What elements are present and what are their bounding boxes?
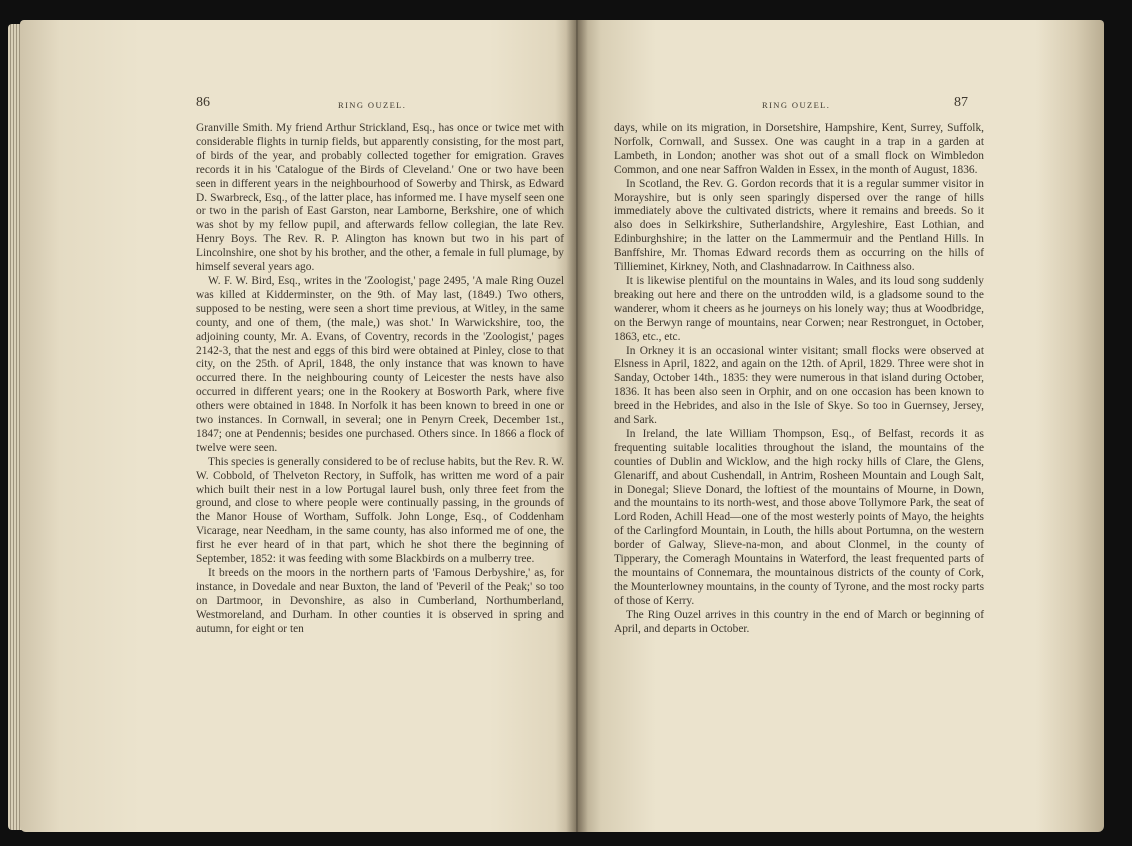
left-page-text <box>196 122 564 637</box>
paragraph: In Scotland, the Rev. G. Gordon records that it is a regular summer visitor in Morayshire, but is only seen sparingly dispersed over the range of hills immediately above the cultivated districts, where it remains and breeds. So it also does in Selkirkshire, Sutherlandshire, Argyleshire, East Lothian, and Edinburghshire; in the latter on the Lammermuir and the Pentland Hills. In Banffshire, Mr. Thomas Edward records them as occurring on the hills of Tillieminet, Kirkney, Noth, and Clashnadarrow. In Caithness also. <box>614 177 984 274</box>
paragraph: It breeds on the moors in the northern parts of 'Famous Derbyshire,' as, for instance, in Dovedale and near Buxton, the land of 'Peveril of the Peak;' so too on Dartmoor, in Devonshire, as also in Cumberland, Northumberland, Westmoreland, and Durham. In other counties it is observed in spring and autumn, for eight or ten <box>196 567 564 635</box>
paragraph: The Ring Ouzel arrives in this country in the end of March or beginning of April, and departs in October. <box>614 608 984 635</box>
paragraph: Granville Smith. My friend Arthur Strickland, Esq., has once or twice met with considerable flights in turnip fields, but apparently consisting, for the most part, of birds of the year, and probably collected together for emigration. Graves records it in his 'Catalogue of the Birds of Cleveland.' One or two have been seen in different years in the neighbourhood of Sowerby and Thirsk, as Edward D. Swarbreck, Esq., of the latter place, has informed me. I have myself seen one or two in the parish of East Garston, near Lamborne, Berkshire, one of which was shot by my fellow pupil, and afterwards fellow collegian, the late Rev. Henry Boys. The Rev. R. P. Alington has known but two in his part of Lincolnshire, one shot by his brother, and the other, a female in full plumage, by himself several years ago. <box>196 122 564 274</box>
paragraph: days, while on its migration, in Dorsetshire, Hampshire, Kent, Surrey, Suffolk, Norfolk, Cornwall, and Sussex. One was caught in a trap in a garden at Lambeth, in London; another was shot out of a small flock on Wimbledon Common, and one near Saffron Walden in Essex, in the month of August, 1836. <box>614 122 984 176</box>
right-running-head: RING OUZEL. <box>762 100 831 110</box>
book-gutter <box>566 20 588 832</box>
right-page-number: 87 <box>954 95 968 110</box>
right-page-text <box>614 122 984 637</box>
right-page <box>576 20 1104 832</box>
paragraph: In Orkney it is an occasional winter visitant; small flocks were observed at Elsness in April, 1822, and again on the 12th. of April, 1829. Three were shot in Sanday, October 14th., 1835: they were numerous in that island during October, 1836. It has been also seen in Orphir, and on one occasion has been known to breed in the Hebrides, and also in the Isle of Skye. So too in Guernsey, Jersey, and Sark. <box>614 344 984 427</box>
paragraph: In Ireland, the late William Thompson, Esq., of Belfast, records it as frequenting suitable localities throughout the island, the mountains of the counties of Dublin and Wicklow, and the high rocky hills of Clare, the Glens, Glenariff, and about Cushendall, in Antrim, Rosheen Mountain and Lough Salt, in Donegal; Slieve Donard, the loftiest of the mountains of Mourne, in Down, and the mountains to its north-west, and those above Tollymore Park, the seat of Lord Roden, Achill Head—one of the most westerly points of Mayo, the heights of the Carlingford Mountain, in Louth, the hills about Portumna, on the western border of Galway, Slieve-na-mon, and about Clonmel, in the county of Tipperary, the Comeragh Mountains in Waterford, the least frequented parts of the mountains of Connemara, the mountainous districts of the county of Cork, the Mounterlowney mountains, in the county of Tyrone, and the most rocky parts of those of Kerry. <box>614 427 984 607</box>
left-page <box>20 20 576 832</box>
left-page-number: 86 <box>196 95 210 110</box>
paragraph: It is likewise plentiful on the mountains in Wales, and its loud song suddenly breaking out here and there on the untrodden wild, is a gladsome sound to the wanderer, whom it cheers as he journeys on his lonely way; thus at Woodbridge, on the Berwyn range of mountains, near Corwen; near Restronguet, in October, 1863, etc., etc. <box>614 274 984 343</box>
paragraph: This species is generally considered to be of recluse habits, but the Rev. R. W. W. Cobbold, of Thelveton Rectory, in Suffolk, has written me word of a pair which built their nest in a low Portugal laurel bush, only three feet from the ground, and close to where people were continually passing, in the grounds of the Manor House of Wortham, Suffolk. John Longe, Esq., of Coddenham Vicarage, near Needham, in the same county, has also informed me of one, the first he ever heard of in that part, which he shot there the beginning of September, 1852: it was feeding with some Blackbirds on a mulberry tree. <box>196 455 564 566</box>
paragraph: W. F. W. Bird, Esq., writes in the 'Zoologist,' page 2495, 'A male Ring Ouzel was killed at Kidderminster, on the 9th. of May last, (1849.) Two others, supposed to be nesting, were seen a short time previous, at Witley, in the same county, and one of them, (the male,) was shot.' In Warwickshire, too, the adjoining county, Mr. A. Evans, of Coventry, records in the 'Zoologist,' pages 2142-3, that the nest and eggs of this bird were obtained at Pinley, close to that city, on the 25th. of April, 1848, the only instance that was known to have occurred there. In the neighbouring county of Leicester the nests have also occurred in different years; one in the Rookery at Bosworth Park, where five others were obtained in 1848. In Norfolk it has been known to breed in one or two instances. In Cornwall, in several; one in Penyrn Creek, December 1st., 1847; one at Pendennis; besides one purchased. Others since. In 1866 a flock of twelve were seen. <box>196 274 564 454</box>
left-running-head: RING OUZEL. <box>338 100 407 110</box>
